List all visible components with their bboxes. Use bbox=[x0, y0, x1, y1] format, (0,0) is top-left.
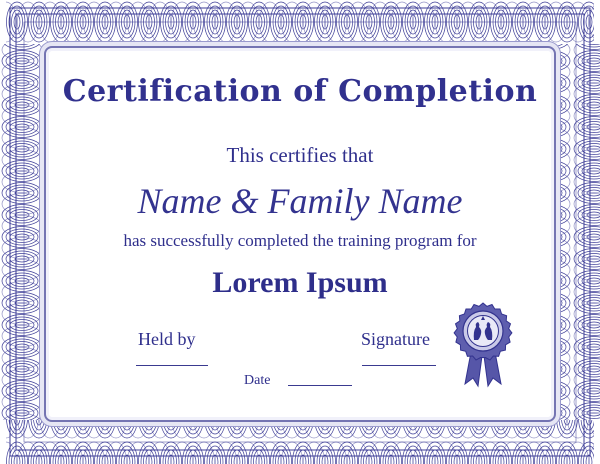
date-label: Date bbox=[244, 373, 271, 388]
signature-line bbox=[362, 365, 436, 366]
completion-text: has successfully completed the training program for bbox=[123, 231, 477, 250]
signature-label: Signature bbox=[361, 329, 430, 349]
program-name: Lorem Ipsum bbox=[212, 266, 388, 299]
held-by-line bbox=[136, 365, 208, 366]
seal-icon bbox=[445, 300, 521, 390]
recipient-name: Name & Family Name bbox=[137, 181, 463, 221]
certificate-title: Certification of Completion bbox=[62, 74, 538, 109]
date-line bbox=[288, 385, 352, 386]
held-by-label: Held by bbox=[138, 329, 196, 349]
intro-text: This certifies that bbox=[226, 143, 374, 167]
